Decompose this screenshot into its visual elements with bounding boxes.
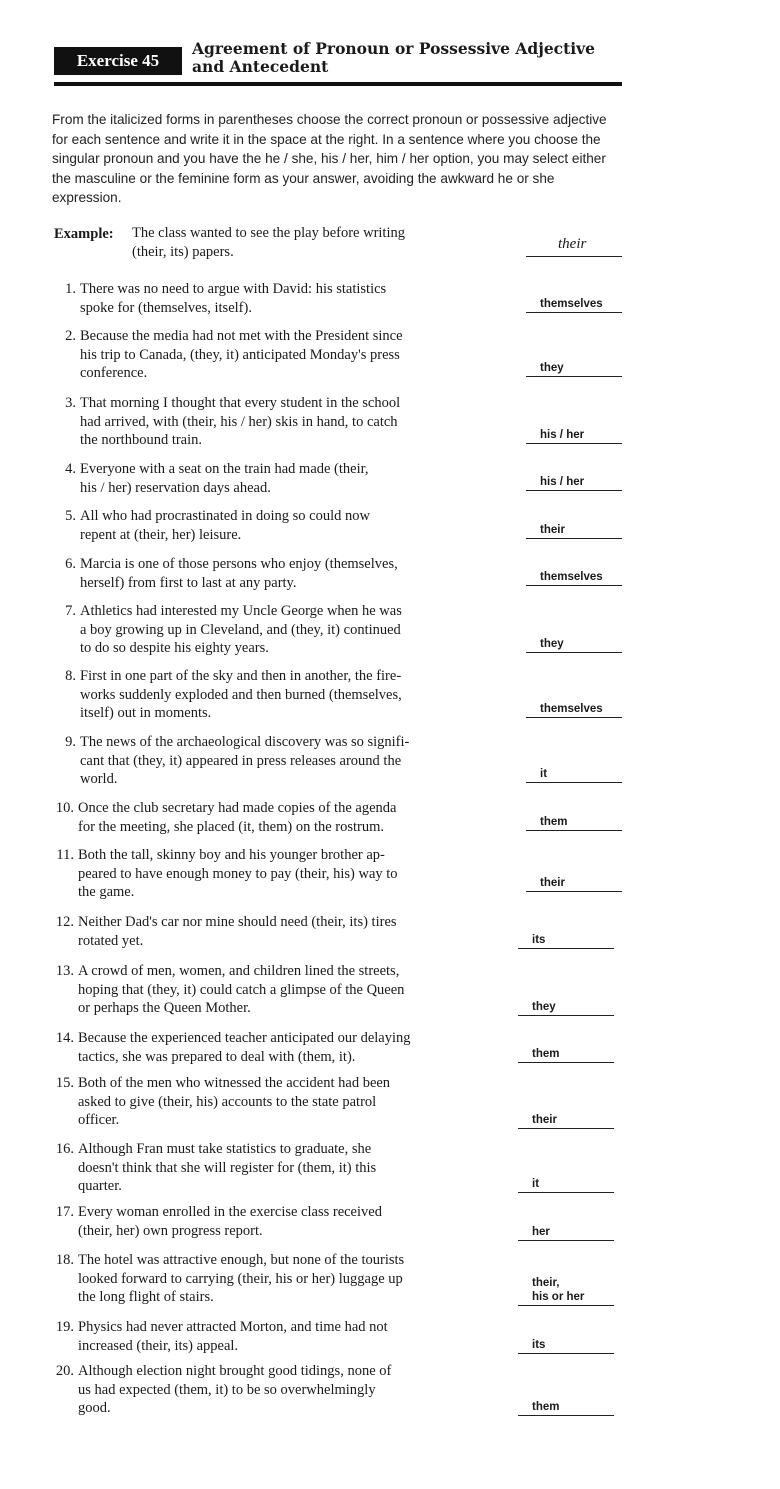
question-text: Both of the men who witnessed the accident had been asked to give (their, his) accounts to the state patrol officer. — [78, 1075, 391, 1128]
title-line-1: Agreement of Pronoun or Possessive Adjective — [192, 39, 596, 58]
exercise-title — [192, 40, 622, 76]
answer-text: themselves — [540, 571, 603, 583]
answer-line — [526, 443, 622, 444]
example-sentence: The class wanted to see the play before writing (their, its) papers. — [132, 225, 405, 260]
answer-text: their — [540, 877, 565, 889]
question-text: That morning I thought that every student in the school had arrived, with (their, his / her) skis in hand, to catch the northbound train. — [80, 395, 401, 448]
question-text: Although election night brought good tidings, none of us had expected (them, it) to be so overwhelmingly good. — [78, 1363, 392, 1416]
question-text: Once the club secretary had made copies of the agenda for the meeting, she placed (it, them) on the rostrum. — [78, 800, 397, 835]
answer-text: it — [540, 768, 548, 780]
question-text: Athletics had interested my Uncle George when he was a boy growing up in Cleveland, and (they, it) continued to do so despite his eighty years. — [80, 603, 402, 656]
question-text: There was no need to argue with David: his statistics spoke for (themselves, itself). — [80, 281, 387, 316]
answer-text: their — [532, 1114, 557, 1126]
answer-line — [518, 1240, 614, 1241]
question-text: Because the media had not met with the President since his trip to Canada, (they, it) anticipated Monday's press conference. — [80, 328, 403, 381]
answer-line — [526, 490, 622, 491]
answer-line — [526, 585, 622, 586]
answer-text: them — [532, 1401, 560, 1413]
question-number: 11. — [56, 847, 74, 863]
answer-text: its — [532, 934, 546, 946]
answer-text: his / her — [540, 476, 585, 488]
answer-text: they — [540, 638, 564, 650]
instructions-paragraph: From the italicized forms in parentheses choose the correct pronoun or possessive adjective for each sentence and write it in the space at the right. In a sentence where you choose the singular pronoun and you have the he / she, his / her, him / her option, you may select either the masculine or the feminine form as your answer, avoiding the awkward he or she expression. — [52, 112, 607, 206]
question-text: A crowd of men, women, and children lined the streets, hoping that (they, it) could catch a glimpse of the Queen or perhaps the Queen Mother. — [78, 963, 405, 1016]
example-label: Example: — [54, 226, 114, 242]
question-number: 2. — [65, 328, 76, 344]
question-text: Everyone with a seat on the train had made (their, his / her) reservation days ahead. — [80, 461, 369, 496]
answer-line — [518, 1415, 614, 1416]
question-number: 7. — [65, 603, 76, 619]
question-text: First in one part of the sky and then in another, the fire- works suddenly exploded and then burned (themselves, itself) out in moments. — [80, 668, 402, 721]
answer-text: they — [532, 1001, 556, 1013]
example-answer: their — [558, 236, 587, 252]
question-number: 18. — [55, 1252, 74, 1268]
answer-text: his / her — [540, 429, 585, 441]
answer-line — [518, 1128, 614, 1129]
answer-line — [518, 1305, 614, 1306]
answer-line — [518, 1353, 614, 1354]
answer-line — [526, 717, 622, 718]
answer-text: them — [540, 816, 568, 828]
question-number: 17. — [55, 1204, 74, 1220]
question-number: 8. — [65, 668, 76, 684]
question-text: All who had procrastinated in doing so could now repent at (their, her) leisure. — [80, 508, 370, 543]
question-number: 6. — [65, 556, 76, 572]
answer-text: their — [540, 524, 565, 536]
question-text: Neither Dad's car nor mine should need (their, its) tires rotated yet. — [78, 914, 397, 949]
answer-line — [526, 376, 622, 377]
question-number: 9. — [65, 734, 76, 750]
question-number: 14. — [55, 1030, 74, 1046]
answer-line — [526, 312, 622, 313]
example-answer-line — [526, 256, 622, 257]
answer-text: themselves — [540, 298, 603, 310]
question-text: Marcia is one of those persons who enjoy (themselves, herself) from first to last at any party. — [80, 556, 398, 591]
question-number: 15. — [55, 1075, 74, 1091]
question-number: 20. — [55, 1363, 74, 1379]
answer-text: their, his or her — [532, 1277, 585, 1303]
question-text: Because the experienced teacher anticipated our delaying tactics, she was prepared to deal with (them, it). — [78, 1030, 411, 1065]
answer-line — [518, 1062, 614, 1063]
answer-line — [526, 538, 622, 539]
answer-text: it — [532, 1178, 540, 1190]
answer-text: themselves — [540, 703, 603, 715]
answer-line — [518, 948, 614, 949]
answer-text: they — [540, 362, 564, 374]
answer-text: them — [532, 1048, 560, 1060]
question-number: 19. — [55, 1319, 74, 1335]
answer-line — [518, 1192, 614, 1193]
header-rule — [54, 82, 622, 86]
question-text: Both the tall, skinny boy and his younger brother ap- peared to have enough money to pay (their, his) way to the game. — [78, 847, 398, 900]
question-number: 13. — [55, 963, 74, 979]
question-number: 10. — [55, 800, 74, 816]
question-number: 12. — [55, 914, 74, 930]
answer-line — [526, 830, 622, 831]
question-text: The news of the archaeological discovery was so signifi- cant that (they, it) appeared in press releases around the world. — [80, 734, 410, 787]
question-text: Every woman enrolled in the exercise class received (their, her) own progress report. — [78, 1204, 382, 1239]
question-number: 5. — [65, 508, 76, 524]
question-number: 3. — [65, 395, 76, 411]
answer-line — [526, 782, 622, 783]
answer-text: her — [532, 1226, 550, 1238]
answer-line — [526, 652, 622, 653]
answer-line — [526, 891, 622, 892]
question-number: 1. — [65, 281, 76, 297]
title-line-2: and Antecedent — [192, 57, 329, 76]
question-text: Although Fran must take statistics to graduate, she doesn't think that she will register for (them, it) this quarter. — [78, 1141, 377, 1194]
answer-line — [518, 1015, 614, 1016]
question-text: Physics had never attracted Morton, and time had not increased (their, its) appeal. — [78, 1319, 388, 1354]
answer-text: its — [532, 1339, 546, 1351]
exercise-badge: Exercise 45 — [54, 47, 182, 75]
question-text: The hotel was attractive enough, but none of the tourists looked forward to carrying (their, his or her) luggage up the long flight of stairs. — [78, 1252, 405, 1305]
question-number: 16. — [55, 1141, 74, 1157]
question-number: 4. — [65, 461, 76, 477]
